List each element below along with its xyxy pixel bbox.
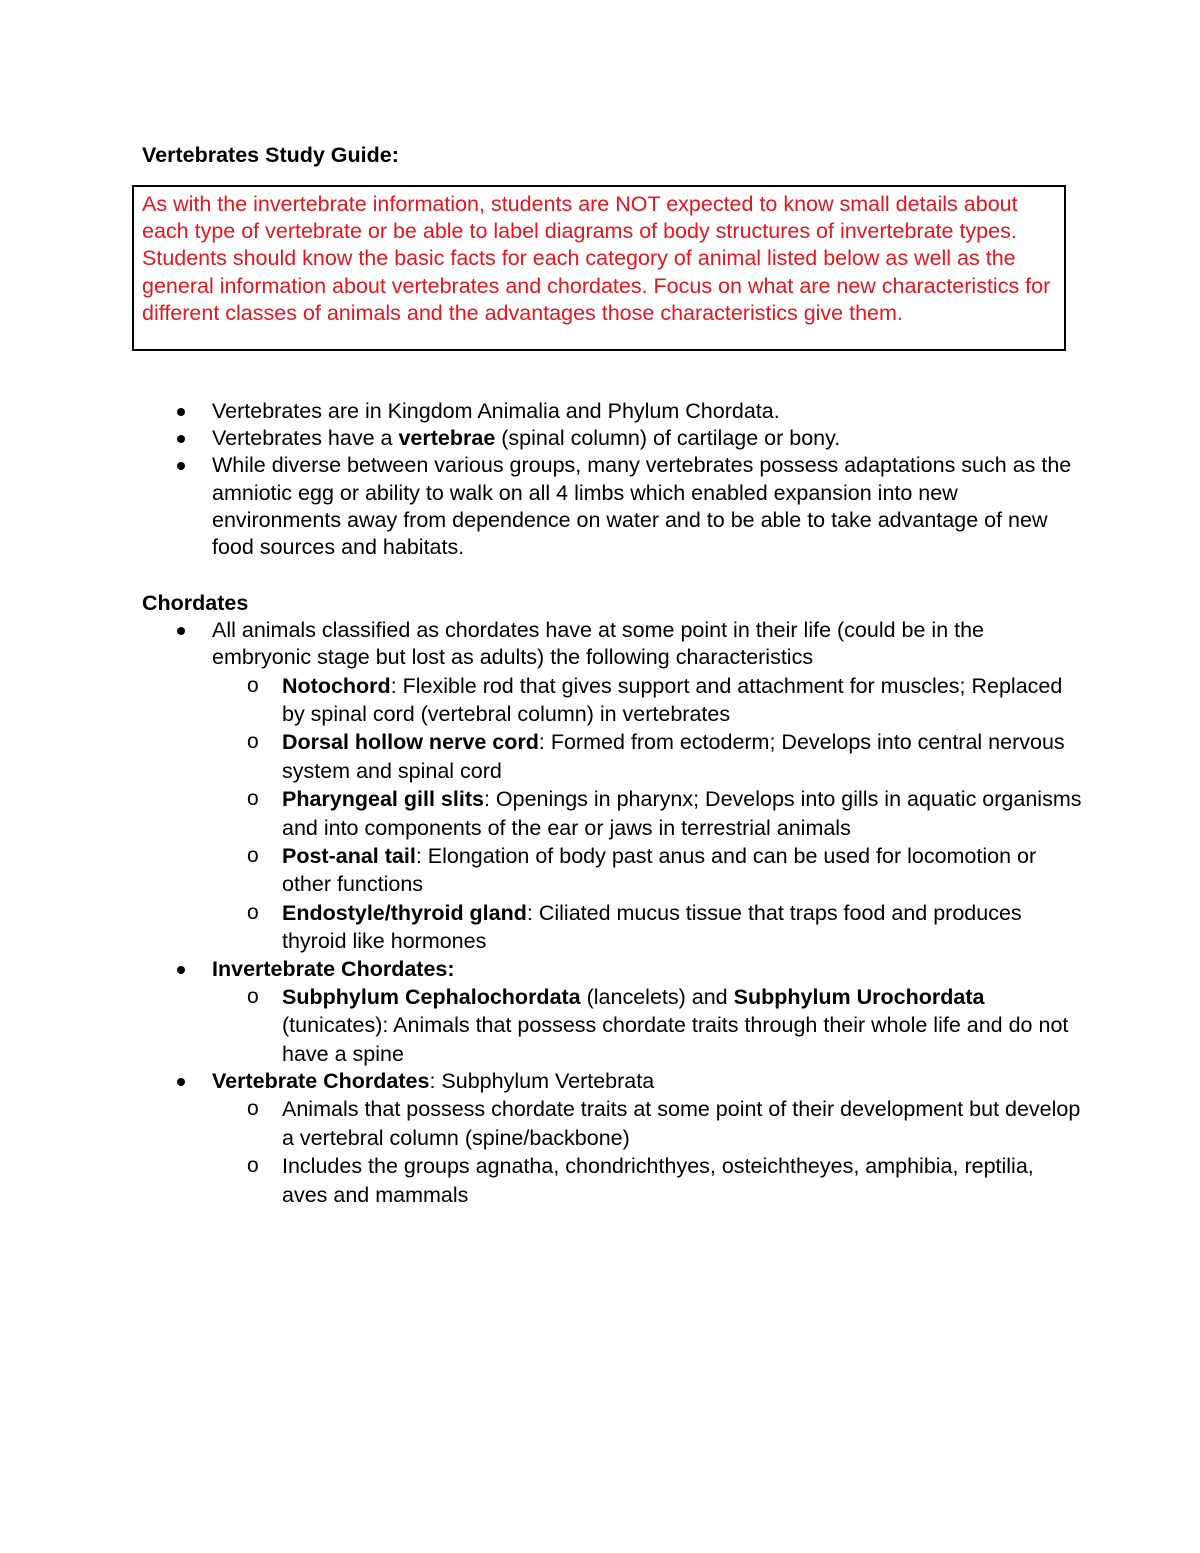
trait-item [211, 842, 1082, 899]
trait-term: Pharyngeal gill slits [282, 787, 484, 812]
circle-bullet-icon: o [247, 787, 259, 811]
vertebrate-item [211, 1095, 1082, 1152]
list-item [142, 398, 1082, 425]
list-item [142, 1068, 1082, 1209]
trait-desc: : Formed from ectoderm; Develops into central nervous system and spinal cord [282, 730, 1065, 783]
trait-term: Endostyle/thyroid gland [282, 900, 527, 925]
intro-item-text: (spinal column) of cartilage or bony. [495, 426, 841, 451]
page-title: Vertebrates Study Guide: [142, 143, 399, 167]
vertebrate-chordates-subheading: : Subphylum Vertebrata [429, 1069, 655, 1094]
trait-desc: : Elongation of body past anus and can be used for locomotion or other functions [282, 844, 1037, 897]
chordates-intro-text: All animals classified as chordates have at some point in their life (could be in the embryonic stage but lost as adults) the following characteristics [212, 618, 985, 670]
bullet-icon [177, 462, 185, 470]
circle-bullet-icon: o [247, 844, 259, 868]
intro-list [142, 398, 1082, 561]
vertebrate-item [211, 1152, 1082, 1209]
notice-text: As with the invertebrate information, students are NOT expected to know small details about each type of vertebrate or be able to label diagrams of body structures of invertebrate types. Students should know the basic facts for each category of animal listed below as well as the general information about vertebrates and chordates. Focus on what are new characteristics for different classes of animals and the advantages those characteristics give them. [142, 192, 1051, 325]
chordates-heading: Chordates [142, 591, 249, 615]
notice-box [132, 185, 1066, 351]
chordates-section [142, 590, 1082, 1209]
trait-desc: : Flexible rod that gives support and attachment for muscles; Replaced by spinal cord (vertebral column) in vertebrates [282, 673, 1063, 727]
trait-item [211, 899, 1082, 956]
invertebrate-chordates-heading: Invertebrate Chordates: [212, 956, 455, 981]
intro-item-text: Vertebrates have a [212, 426, 399, 451]
trait-desc: : Ciliated mucus tissue that traps food and produces thyroid like hormones [282, 900, 1022, 954]
chordates-list [142, 617, 1082, 1209]
intro-item-text: While diverse between various groups, many vertebrates possess adaptations such as the amniotic egg or ability to walk on all 4 limbs which enabled expansion into new environments away from dependence on water and to be able to take advantage of new food sources and habitats. [212, 453, 1072, 560]
bullet-icon [177, 1078, 185, 1086]
trait-term: Notochord [282, 673, 391, 698]
invertebrate-text: (lancelets) and [580, 984, 734, 1009]
traits-list [212, 672, 1082, 956]
trait-desc: : Openings in pharynx; Develops into gills in aquatic organisms and into components of the ear or jaws in terrestrial animals [282, 787, 1082, 840]
trait-term: Dorsal hollow nerve cord [282, 730, 539, 755]
invertebrate-list [212, 983, 1082, 1068]
list-item [142, 452, 1082, 561]
bullet-icon [177, 966, 185, 974]
subphylum-term: Subphylum Urochordata [733, 984, 985, 1009]
intro-item-text: Vertebrates are in Kingdom Animalia and Phylum Chordata. [212, 399, 780, 423]
subphylum-term: Subphylum Cephalochordata [282, 984, 581, 1009]
bullet-icon [177, 435, 185, 443]
trait-item [211, 785, 1082, 842]
invertebrate-item [211, 983, 1082, 1068]
vertebrate-chordates-heading: Vertebrate Chordates [212, 1069, 430, 1094]
vertebrae-term: vertebrae [398, 426, 496, 451]
invertebrate-text: (tunicates): Animals that possess chordate traits through their whole life and do not have a spine [282, 1013, 1069, 1066]
vertebrate-item-text: Includes the groups agnatha, chondrichthyes, osteichtheyes, amphibia, reptilia, aves and mammals [282, 1154, 1034, 1207]
trait-term: Post-anal tail [282, 844, 416, 869]
circle-bullet-icon: o [247, 1097, 259, 1121]
bullet-icon [177, 408, 185, 416]
circle-bullet-icon: o [247, 730, 259, 754]
circle-bullet-icon: o [247, 673, 259, 697]
trait-item [211, 728, 1082, 785]
list-item [142, 425, 1082, 452]
intro-section [142, 398, 1082, 561]
list-item [142, 956, 1082, 1068]
circle-bullet-icon: o [247, 900, 259, 924]
list-item [142, 617, 1082, 955]
circle-bullet-icon: o [247, 1154, 259, 1178]
circle-bullet-icon: o [247, 984, 259, 1008]
vertebrate-item-text: Animals that possess chordate traits at some point of their development but develop a vertebral column (spine/backbone) [282, 1097, 1081, 1150]
vertebrate-list [212, 1095, 1082, 1209]
bullet-icon [177, 627, 185, 635]
trait-item [211, 672, 1082, 729]
